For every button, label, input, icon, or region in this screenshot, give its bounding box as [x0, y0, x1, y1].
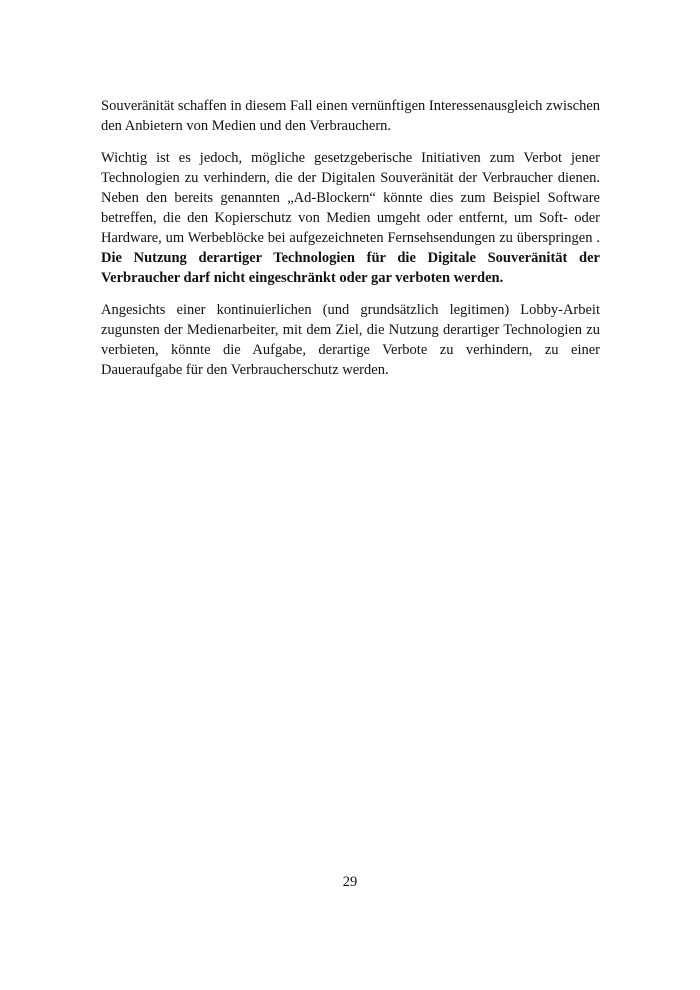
paragraph-3	[101, 300, 600, 380]
paragraph-1	[101, 96, 600, 136]
paragraph-2-text: Wichtig ist es jedoch, mögliche gesetzgeberische Initiativen zum Verbot jener Technologien zu verhindern, die der Digitalen Souveränität der Verbraucher dienen. Neben den bereits genannten „Ad-Blockern“ könnte dies zum Beispiel Software betreffen, die den Kopierschutz von Medien umgeht oder entfernt, um Soft- oder Hardware, um Werbeblöcke bei aufgezeichneten Fernsehsendungen zu überspringen .	[101, 150, 600, 246]
page-number: 29	[342, 874, 358, 890]
paragraph-3-text: Angesichts einer kontinuierlichen (und grundsätzlich legitimen) Lobby-Arbeit zugunsten der Medienarbeiter, mit dem Ziel, die Nutzung derartiger Technologien zu verbieten, könnte die Aufgabe, derartige Verbote zu verhindern, zu einer Daueraufgabe für den Verbraucherschutz werden.	[101, 302, 600, 378]
page-body	[101, 96, 600, 392]
paragraph-2	[101, 148, 600, 288]
paragraph-1-text: Souveränität schaffen in diesem Fall einen vernünftigen Interessenausgleich zwischen den Anbietern von Medien und den Verbrauchern.	[101, 98, 601, 134]
paragraph-2-emphasis: Die Nutzung derartiger Technologien für die Digitale Souveränität der Verbraucher darf nicht eingeschränkt oder gar verboten werden.	[101, 250, 600, 286]
